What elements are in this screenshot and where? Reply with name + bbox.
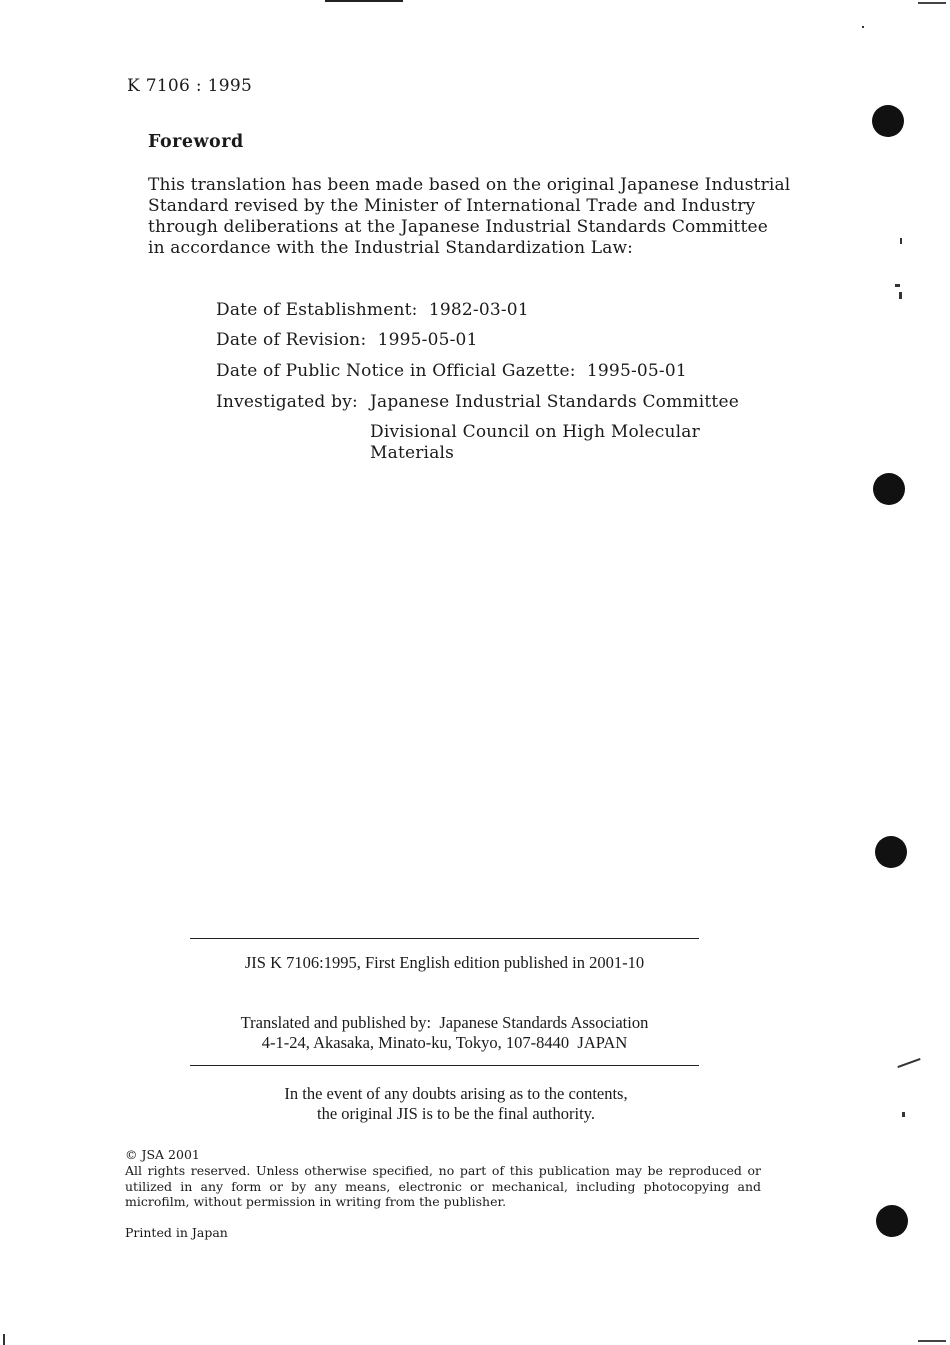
scan-dot (895, 284, 900, 287)
scan-dot (862, 26, 864, 28)
standard-number-header: K 7106 : 1995 (127, 76, 253, 96)
foreword-title: Foreword (148, 132, 244, 152)
divider-top (190, 938, 699, 939)
council-line: Materials (370, 443, 455, 463)
publisher-line: Translated and published by: Japanese Standards Association (240, 1013, 649, 1032)
investigated-by-council (370, 422, 700, 464)
scan-corner-mark (918, 1340, 946, 1342)
authority-note (190, 1084, 722, 1124)
council-line: Divisional Council on High Molecular (370, 422, 700, 442)
binder-hole (876, 1205, 908, 1237)
scan-dot (3, 1334, 5, 1345)
publisher-block (190, 1013, 699, 1053)
investigated-by-committee: Japanese Industrial Standards Committee (370, 392, 739, 412)
foreword-line: in accordance with the Industrial Standardization Law: (148, 238, 634, 258)
authority-line: the original JIS is to be the final authority. (316, 1104, 595, 1123)
date-of-revision: Date of Revision: 1995-05-01 (216, 330, 478, 350)
scan-dot (897, 1058, 920, 1068)
foreword-line: Standard revised by the Minister of International Trade and Industry (148, 196, 756, 216)
authority-line: In the event of any doubts arising as to the contents, (284, 1084, 628, 1103)
foreword-line: This translation has been made based on the original Japanese Industrial (148, 175, 791, 195)
publisher-address: 4-1-24, Akasaka, Minato-ku, Tokyo, 107-8440 JAPAN (261, 1033, 628, 1052)
edition-statement: JIS K 7106:1995, First English edition published in 2001-10 (244, 953, 645, 972)
binder-hole (875, 836, 907, 868)
divider-bottom (190, 1065, 699, 1066)
foreword-line: through deliberations at the Japanese Industrial Standards Committee (148, 217, 768, 237)
foreword-body (148, 175, 791, 259)
binder-hole (872, 105, 904, 137)
date-of-public-notice: Date of Public Notice in Official Gazette: 1995-05-01 (216, 361, 687, 381)
investigated-by-label: Investigated by: (216, 392, 358, 412)
scan-dot (902, 1112, 905, 1117)
binder-hole (873, 473, 905, 505)
scan-dot (899, 292, 902, 299)
scan-corner-mark (918, 2, 946, 4)
copyright-notice: © JSA 2001 (125, 1147, 200, 1162)
date-of-establishment: Date of Establishment: 1982-03-01 (216, 300, 529, 320)
printed-in: Printed in Japan (125, 1225, 228, 1240)
rights-statement: All rights reserved. Unless otherwise specified, no part of this publication may be reproduced or utilized in any form or by any means, electronic or mechanical, including photocopying and microfilm, without permission in writing from the publisher. (125, 1163, 761, 1210)
scan-dot (900, 238, 902, 244)
scan-top-mark (325, 0, 403, 2)
